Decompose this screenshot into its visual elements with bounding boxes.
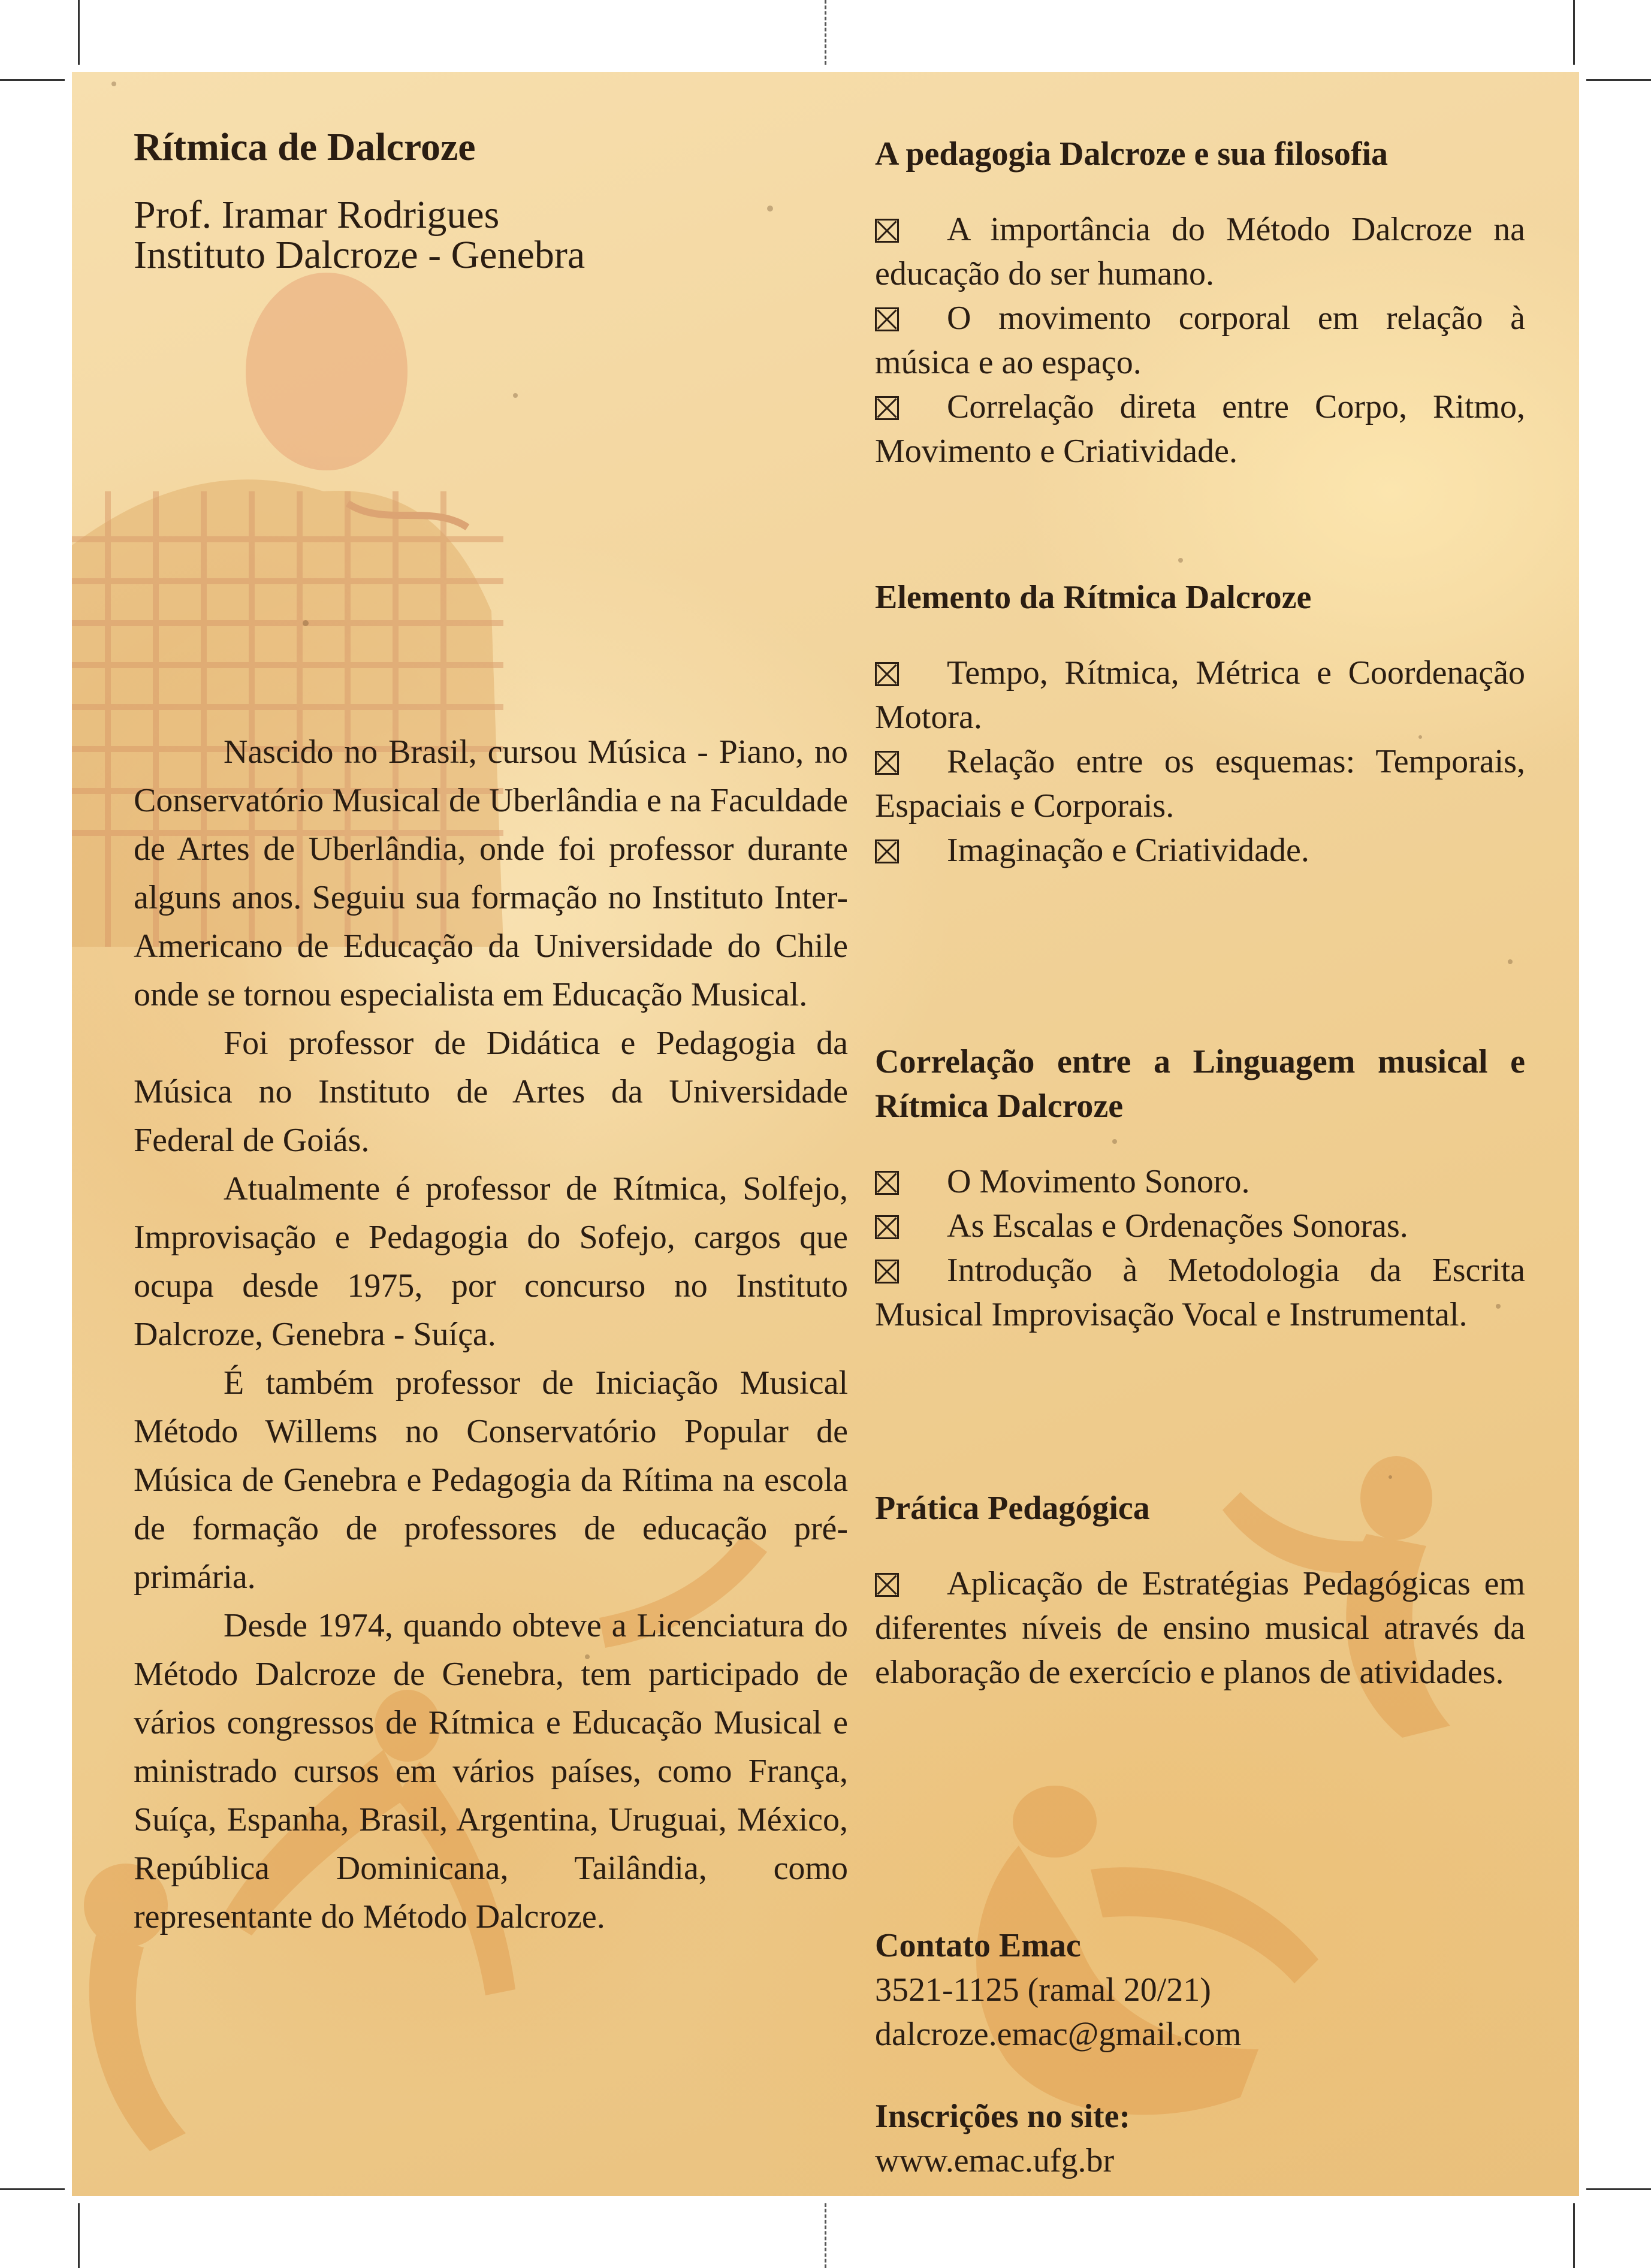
list-item: O movimento corporal em relação à música e ao espaço.	[875, 300, 1525, 381]
bio-paragraph: Nascido no Brasil, cursou Música - Piano, no Conservatório Musical de Uberlândia e na Faculdade de Artes de Uberlândia, onde foi professor durante alguns anos. Seguiu sua formação no Instituto Inter-Americano de Educação da Universidade do Chile onde se tornou especialista em Educação Musical.	[134, 733, 848, 1013]
checkbox-icon	[875, 839, 899, 863]
list-item: A importância do Método Dalcroze na educação do ser humano.	[875, 211, 1525, 292]
list-item: Imaginação e Criatividade.	[875, 828, 1525, 872]
section-pedagogy	[875, 132, 1525, 473]
checkbox-icon	[875, 1215, 899, 1239]
institution: Instituto Dalcroze - Genebra	[134, 232, 585, 277]
biography	[134, 728, 848, 1941]
contact-block	[875, 1923, 1525, 2056]
checkbox-icon	[875, 751, 899, 775]
fold-mark	[825, 2203, 826, 2268]
section-title: Prática Pedagógica	[875, 1490, 1150, 1527]
list-item: Tempo, Rítmica, Métrica e Coordenação Motora.	[875, 654, 1525, 736]
crop-mark	[78, 2203, 80, 2268]
checkbox-icon	[875, 1260, 899, 1284]
page-title: Rítmica de Dalcroze	[134, 125, 476, 169]
section-elements	[875, 575, 1525, 872]
crop-mark	[1586, 79, 1651, 81]
flyer-page	[72, 72, 1579, 2196]
checkbox-icon	[875, 307, 899, 331]
checkbox-icon	[875, 1171, 899, 1195]
checkbox-icon	[875, 219, 899, 243]
contact-phone: 3521-1125 (ramal 20/21)	[875, 1971, 1211, 2009]
bio-paragraph: Foi professor de Didática e Pedagogia da Música no Instituto de Artes da Universidade Federal de Goiás.	[134, 1025, 848, 1159]
bio-paragraph: Desde 1974, quando obteve a Licenciatura do Método Dalcroze de Genebra, tem participado de vários congressos de Rítmica e Educação Musical e ministrado cursos em vários países, como França, Suíça, Espanha, Brasil, Argentina, Uruguai, México, República Dominicana, Tailândia, como representante do Método Dalcroze.	[134, 1607, 848, 1935]
list-item: Correlação direta entre Corpo, Ritmo, Movimento e Criatividade.	[875, 388, 1525, 470]
list-item: Aplicação de Estratégias Pedagógicas em diferentes níveis de ensino musical através da elaboração de exercício e planos de atividades.	[875, 1565, 1525, 1691]
section-correlation	[875, 1040, 1525, 1337]
section-title: Correlação entre a Linguagem musical e Rítmica Dalcroze	[875, 1043, 1525, 1125]
crop-mark	[0, 79, 65, 81]
crop-mark	[1586, 2188, 1651, 2190]
fold-mark	[825, 0, 826, 65]
crop-mark	[1573, 2203, 1575, 2268]
crop-mark	[78, 0, 80, 65]
section-title: A pedagogia Dalcroze e sua filosofia	[875, 135, 1389, 173]
crop-mark	[0, 2188, 65, 2190]
signup-url[interactable]: www.emac.ufg.br	[875, 2142, 1115, 2179]
teacher-name: Prof. Iramar Rodrigues	[134, 192, 500, 237]
section-practice	[875, 1486, 1525, 1695]
list-item: Relação entre os esquemas: Temporais, Espaciais e Corporais.	[875, 743, 1525, 825]
contact-email[interactable]: dalcroze.emac@gmail.com	[875, 2016, 1242, 2053]
checkbox-icon	[875, 396, 899, 420]
crop-mark	[1573, 0, 1575, 65]
section-title: Elemento da Rítmica Dalcroze	[875, 579, 1312, 616]
bio-paragraph: Atualmente é professor de Rítmica, Solfejo, Improvisação e Pedagogia do Sofejo, cargos que ocupa desde 1975, por concurso no Instituto Dalcroze, Genebra - Suíça.	[134, 1170, 848, 1353]
list-item: O Movimento Sonoro.	[875, 1159, 1525, 1204]
list-item: Introdução à Metodologia da Escrita Musical Improvisação Vocal e Instrumental.	[875, 1252, 1525, 1333]
left-column	[134, 125, 848, 1935]
signup-title: Inscrições no site:	[875, 2098, 1131, 2135]
contact-title: Contato Emac	[875, 1927, 1081, 1964]
signup-block	[875, 2094, 1525, 2183]
checkbox-icon	[875, 1573, 899, 1597]
bio-paragraph: É também professor de Iniciação Musical Método Willems no Conservatório Popular de Música de Genebra e Pedagogia da Rítima na escola de formação de professores de educação pré-primária.	[134, 1364, 848, 1596]
list-item: As Escalas e Ordenações Sonoras.	[875, 1204, 1525, 1248]
checkbox-icon	[875, 662, 899, 686]
